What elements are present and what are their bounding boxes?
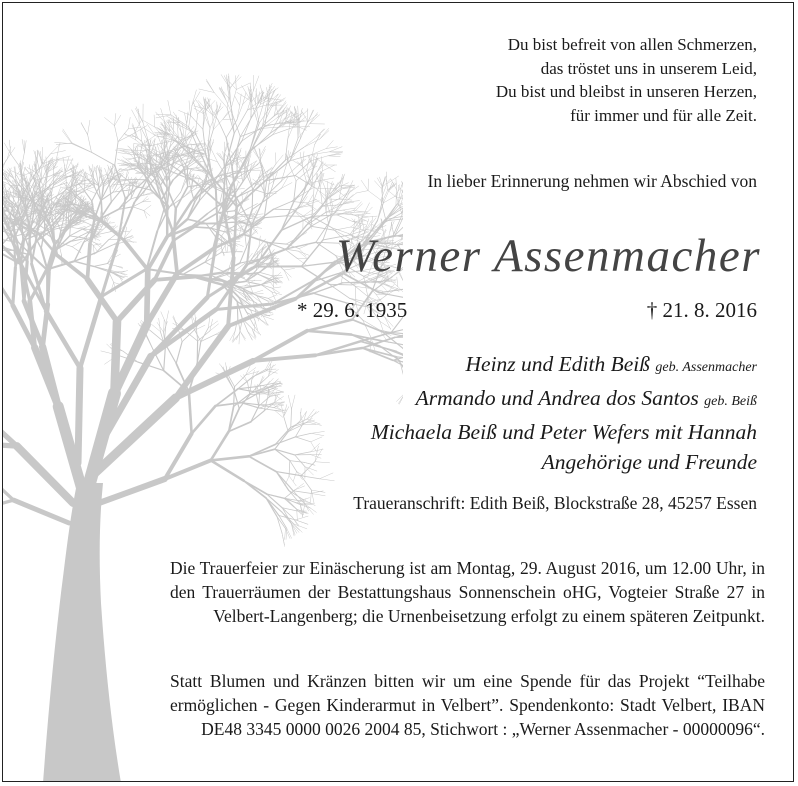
birth-date: * 29. 6. 1935	[297, 298, 408, 322]
mourner-line	[371, 383, 757, 417]
intro-text: In lieber Erinnerung nehmen wir Abschied von	[427, 171, 757, 191]
death-date: † 21. 8. 2016	[646, 298, 757, 322]
mourner-names: Michaela Beiß und Peter Wefers mit Hannah	[370, 420, 757, 444]
obituary-notice	[2, 2, 794, 782]
mourner-names: Angehörige und Freunde	[541, 450, 757, 474]
mourner-line	[371, 447, 757, 477]
funeral-info-paragraph: Die Trauerfeier zur Einäscherung ist am Montag, 29. August 2016, um 12.00 Uhr, in den Trauerräumen der Bestattungshaus Sonnenschein oHG, Vogteier Straße 27 in Velbert-Langenberg; die Urnenbeisetzung erfolgt zu einem späteren Zeitpunkt.	[170, 558, 765, 626]
mourner-names: Armando und Andrea dos Santos	[415, 386, 699, 410]
poem-line: das tröstet uns in unserem Leid,	[540, 58, 757, 78]
deceased-name: Werner Assenmacher	[335, 230, 761, 282]
maiden-name-note: geb. Assenmacher	[655, 360, 757, 375]
donation-info-paragraph: Statt Blumen und Kränzen bitten wir um eine Spende für das Projekt “Teilhabe ermöglichen - Gegen Kinderarmut in Velbert”. Spendenkonto: Stadt Velbert, IBAN DE48 3345 0000 0026 2004 85, Stichwort : „Werner Assenmacher - 00000096“.	[170, 671, 765, 739]
poem-line: Du bist befreit von allen Schmerzen,	[507, 35, 757, 54]
poem-line: für immer und für alle Zeit.	[570, 105, 757, 125]
tree-illustration	[3, 3, 403, 782]
maiden-name-note: geb. Beiß	[704, 394, 757, 409]
mourning-address: Traueranschrift: Edith Beiß, Blockstraße 28, 45257 Essen	[353, 493, 757, 513]
poem	[496, 33, 757, 127]
mourners-list	[371, 349, 757, 477]
mourner-line	[371, 349, 757, 383]
poem-line: Du bist und bleibst in unseren Herzen,	[495, 82, 757, 101]
mourner-line	[371, 417, 757, 447]
mourner-names: Heinz und Edith Beiß	[465, 352, 651, 376]
